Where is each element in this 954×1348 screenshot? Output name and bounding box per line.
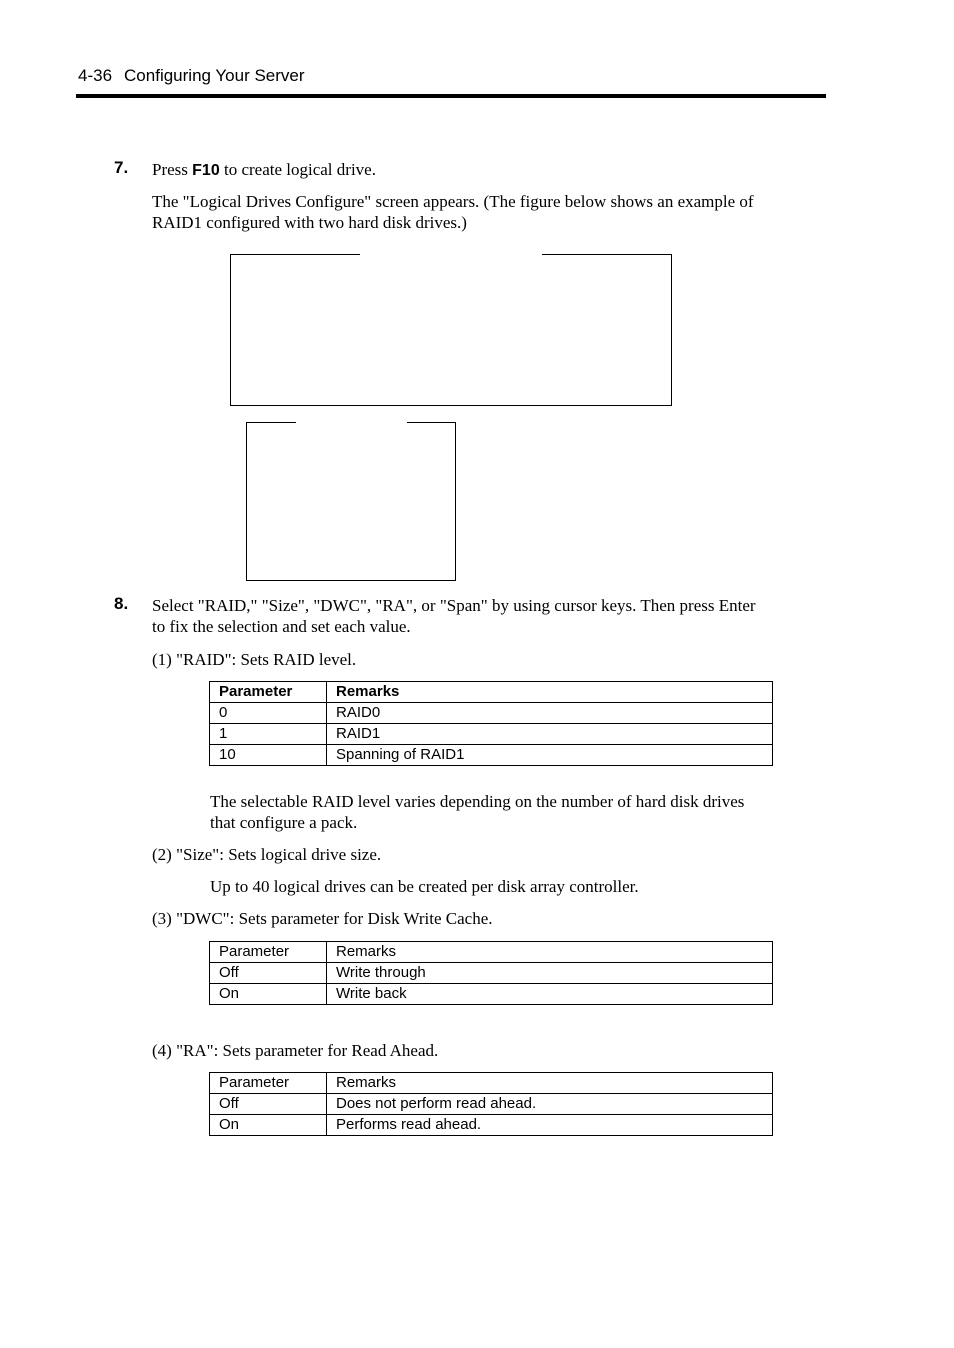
table-header-row — [210, 942, 773, 963]
table-row — [210, 703, 773, 724]
table-header-cell: Remarks — [327, 942, 773, 963]
size-note: Up to 40 logical drives can be created per disk array controller. — [210, 877, 639, 896]
table-cell: 0 — [210, 703, 327, 724]
table-row — [210, 724, 773, 745]
logical-drive-settings-window — [246, 422, 456, 581]
raid-level-note: The selectable RAID level varies depending on the number of hard disk drives that configure a pack. — [210, 792, 745, 832]
table-row — [210, 984, 773, 1005]
table-row — [210, 1094, 773, 1115]
table-cell: 1 — [210, 724, 327, 745]
table-header-cell: Parameter — [210, 682, 327, 703]
step-8-number: 8. — [114, 594, 129, 613]
table-header-cell: Parameter — [210, 942, 327, 963]
table-cell: 10 — [210, 745, 327, 766]
table-header-cell: Parameter — [210, 1073, 327, 1094]
item-2-label: (2) "Size": Sets logical drive size. — [152, 845, 382, 864]
table-header-row — [210, 1073, 773, 1094]
item-1-label: (1) "RAID": Sets RAID level. — [152, 650, 357, 669]
running-header — [78, 66, 305, 86]
table-cell: Write through — [327, 963, 773, 984]
step-7-instruction: Press F10 to create logical drive. — [152, 160, 376, 179]
dwc-table — [209, 941, 773, 1005]
table-row — [210, 745, 773, 766]
read-ahead-table — [209, 1072, 773, 1136]
page-number: 4-36 — [78, 66, 113, 85]
step-7-description: The "Logical Drives Configure" screen appears. (The figure below shows an example of RAID1 configured with two hard disk drives.) — [152, 192, 754, 232]
item-4-label: (4) "RA": Sets parameter for Read Ahead. — [152, 1041, 439, 1060]
table-cell: Does not perform read ahead. — [327, 1094, 773, 1115]
table-cell: Off — [210, 1094, 327, 1115]
table-cell: RAID0 — [327, 703, 773, 724]
item-3-label: (3) "DWC": Sets parameter for Disk Write Cache. — [152, 909, 493, 928]
logical-drives-configure-window — [230, 254, 672, 406]
table-cell: Off — [210, 963, 327, 984]
table-row — [210, 1115, 773, 1136]
step-7-number: 7. — [114, 158, 129, 177]
table-cell: RAID1 — [327, 724, 773, 745]
table-cell: On — [210, 1115, 327, 1136]
table-header-row — [210, 682, 773, 703]
table-cell: On — [210, 984, 327, 1005]
table-cell: Write back — [327, 984, 773, 1005]
table-row — [210, 963, 773, 984]
table-cell: Spanning of RAID1 — [327, 745, 773, 766]
chapter-title: Configuring Your Server — [124, 66, 305, 85]
header-rule — [76, 94, 826, 98]
raid-level-table — [209, 681, 773, 766]
table-header-cell: Remarks — [327, 1073, 773, 1094]
step-8-instruction: Select "RAID," "Size", "DWC", "RA", or "Span" by using cursor keys. Then press Enter to fix the selection and set each value. — [152, 596, 756, 636]
table-cell: Performs read ahead. — [327, 1115, 773, 1136]
f10-key: F10 — [192, 162, 220, 179]
table-header-cell: Remarks — [327, 682, 773, 703]
